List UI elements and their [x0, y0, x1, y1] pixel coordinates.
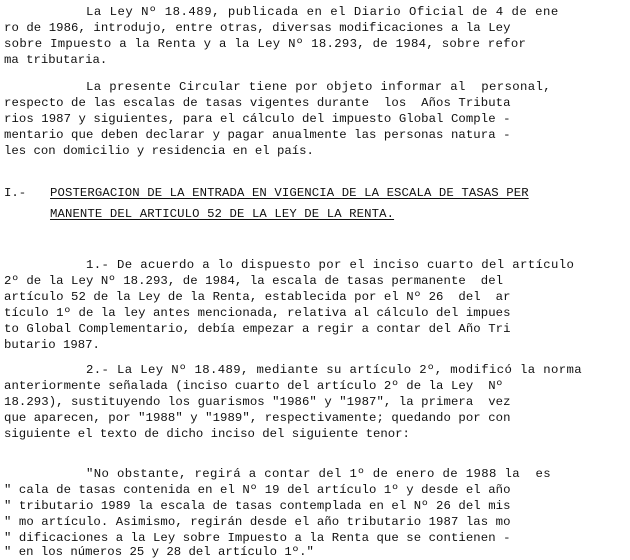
- text-line: La presente Circular tiene por objeto informar al personal,: [86, 80, 551, 94]
- text-line: siguiente el texto de dicho inciso del siguiente tenor:: [4, 427, 410, 441]
- text-line: "No obstante, regirá a contar del 1º de enero de 1988 la es: [86, 467, 551, 481]
- text-line: " cala de tasas contenida en el Nº 19 del artículo 1º y desde el año: [4, 483, 511, 497]
- text-line: butario 1987.: [4, 338, 100, 352]
- text-line: mentario que deben declarar y pagar anualmente las personas natura -: [4, 128, 511, 142]
- text-line: 2.- La Ley Nº 18.489, mediante su artículo 2º, modificó la norma: [86, 363, 582, 377]
- heading-line: [50, 185, 529, 201]
- text-line: ro de 1986, introdujo, entre otras, diversas modificaciones a la Ley: [4, 21, 511, 35]
- text-line: 2º de la Ley Nº 18.293, de 1984, la escala de tasas permanente del: [4, 274, 504, 288]
- text-line: rios 1987 y siguientes, para el cálculo del impuesto Global Comple -: [4, 112, 511, 126]
- text-line: les con domicilio y residencia en el país.: [4, 144, 314, 158]
- text-line: tículo 1º de la ley antes mencionada, relativa al cálculo del impues: [4, 306, 511, 320]
- section-number: I.-: [4, 186, 27, 200]
- text-line: que aparecen, por "1988" y "1989", respectivamente; quedando por con: [4, 411, 511, 425]
- heading-text: MANENTE DEL ARTICULO 52 DE LA LEY DE LA RENTA.: [50, 207, 395, 221]
- text-line: La Ley Nº 18.489, publicada en el Diario Oficial de 4 de ene: [86, 5, 559, 19]
- text-line: " dificaciones a la Ley sobre Impuesto a la Renta que se contienen -: [4, 531, 511, 545]
- heading-line: [50, 206, 394, 222]
- text-line: " tributario 1989 la escala de tasas contemplada en el Nº 26 del mis: [4, 499, 511, 513]
- text-line: ma tributaria.: [4, 53, 108, 67]
- text-line: " mo artículo. Asimismo, regirán desde el año tributario 1987 las mo: [4, 515, 511, 529]
- text-line: sobre Impuesto a la Renta y a la Ley Nº 18.293, de 1984, sobre refor: [4, 37, 527, 51]
- text-line: anteriormente señalada (inciso cuarto del artículo 2º de la Ley Nº: [4, 379, 504, 393]
- heading-text: POSTERGACION DE LA ENTRADA EN VIGENCIA DE LA ESCALA DE TASAS PER: [50, 186, 529, 200]
- text-line: artículo 52 de la Ley de la Renta, establecida por el Nº 26 del ar: [4, 290, 511, 304]
- text-line: " en los números 25 y 28 del artículo 1º.": [4, 545, 314, 559]
- text-line: 18.293), sustituyendo los guarismos "1986" y "1987", la primera vez: [4, 395, 511, 409]
- text-line: respecto de las escalas de tasas vigentes durante los Años Tributa: [4, 96, 511, 110]
- text-line: to Global Complementario, debía empezar a regir a contar del Año Tri: [4, 322, 511, 336]
- text-line: 1.- De acuerdo a lo dispuesto por el inciso cuarto del artículo: [86, 258, 575, 272]
